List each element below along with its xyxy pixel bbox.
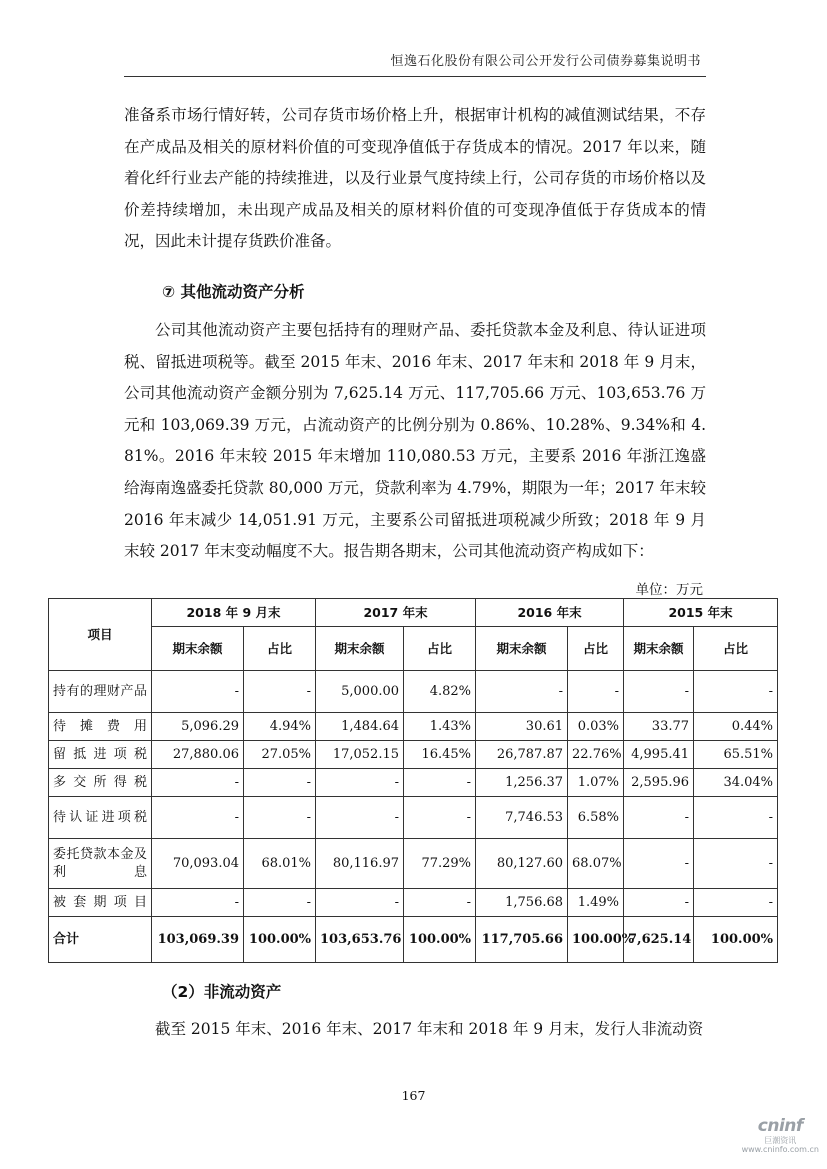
cell-ratio: - — [694, 889, 778, 917]
cell-ratio: 16.45% — [404, 741, 476, 769]
cell-ratio: 1.49% — [568, 889, 624, 917]
section-heading-non-current-assets: （2）非流动资产 — [162, 983, 282, 1001]
cell-balance: - — [624, 797, 694, 839]
header-divider — [124, 76, 706, 77]
cell-ratio: 100.00% — [694, 917, 778, 963]
cell-balance: - — [624, 671, 694, 713]
header-item: 项目 — [49, 599, 152, 671]
logo-subtitle-cn: 巨潮资讯 — [764, 1136, 797, 1145]
cell-balance: - — [152, 769, 244, 797]
table-row — [49, 839, 778, 889]
header-period-2015: 2015 年末 — [624, 599, 778, 627]
logo-subtitle-url: www.cninfo.com.cn — [741, 1145, 819, 1154]
cell-balance: 33.77 — [624, 713, 694, 741]
row-label: 留抵进项税 — [49, 741, 152, 769]
cell-balance: 5,096.29 — [152, 713, 244, 741]
section-heading-other-current-assets: ⑦ 其他流动资产分析 — [162, 283, 305, 301]
cell-balance: - — [316, 769, 404, 797]
cell-balance: 7,625.14 — [624, 917, 694, 963]
cell-ratio: - — [244, 889, 316, 917]
row-label: 待摊费用 — [49, 713, 152, 741]
cell-balance: 30.61 — [476, 713, 568, 741]
subheader-balance: 期末余额 — [152, 627, 244, 671]
cell-balance: 1,256.37 — [476, 769, 568, 797]
cell-balance: - — [152, 671, 244, 713]
cell-ratio: - — [568, 671, 624, 713]
cell-balance: - — [316, 889, 404, 917]
page-header-title: 恒逸石化股份有限公司公开发行公司债券募集说明书 — [390, 54, 701, 69]
paragraph-other-current-assets: 公司其他流动资产主要包括持有的理财产品、委托贷款本金及利息、待认证进项税、留抵进项税等。截至 2015 年末、2016 年末、2017 年末和 2018 年 9 月末，公司其他流动资产金额分别为 7,625.14 万元、117,705.66 万元、103,653.76 万元和 103,069.39 万元，占流动资产的比例分别为 0.86%、10.28%、9.34%和 4.81%。2016 年末较 2015 年末增加 110,080.53 万元，主要系 2016 年浙江逸盛给海南逸盛委托贷款 80,000 万元，贷款利率为 4.79%，期限为一年；2017 年末较 2016 年末减少 14,051.91 万元，主要系公司留抵进项税减少所致；2018 年 9 月末较 2017 年末变动幅度不大。报告期各期末，公司其他流动资产构成如下： — [124, 321, 706, 561]
cell-ratio: - — [694, 797, 778, 839]
table-row — [49, 797, 778, 839]
cell-balance: 5,000.00 — [316, 671, 404, 713]
cell-ratio: 22.76% — [568, 741, 624, 769]
table-total-row — [49, 917, 778, 963]
cell-ratio: 4.82% — [404, 671, 476, 713]
subheader-balance: 期末余额 — [624, 627, 694, 671]
table-row — [49, 769, 778, 797]
cninfo-logo — [742, 1116, 819, 1154]
cell-ratio: - — [244, 671, 316, 713]
cell-balance: 1,756.68 — [476, 889, 568, 917]
cell-balance: 103,653.76 — [316, 917, 404, 963]
cell-balance: 17,052.15 — [316, 741, 404, 769]
row-label: 被套期项目 — [49, 889, 152, 917]
page-number: 167 — [401, 1088, 426, 1103]
other-current-assets-table — [48, 598, 778, 963]
cell-ratio: 68.07% — [568, 839, 624, 889]
header-period-2017: 2017 年末 — [316, 599, 476, 627]
paragraph-inventory: 准备系市场行情好转，公司存货市场价格上升，根据审计机构的减值测试结果，不存在产成品及相关的原材料价值的可变现净值低于存货成本的情况。2017 年以来，随着化纤行业去产能的持续推进，以及行业景气度持续上行，公司存货的市场价格以及价差持续增加，未出现产成品及相关的原材料价值的可变现净值低于存货成本的情况，因此未计提存货跌价准备。 — [124, 106, 706, 251]
cell-ratio: 34.04% — [694, 769, 778, 797]
cell-balance: 103,069.39 — [152, 917, 244, 963]
cell-balance: 1,484.64 — [316, 713, 404, 741]
cell-balance: 70,093.04 — [152, 839, 244, 889]
cell-ratio: 100.00% — [244, 917, 316, 963]
cell-ratio: 65.51% — [694, 741, 778, 769]
cell-ratio: 100.00% — [404, 917, 476, 963]
row-label: 持有的理财产品 — [49, 671, 152, 713]
cell-ratio: 6.58% — [568, 797, 624, 839]
cell-balance: 80,127.60 — [476, 839, 568, 889]
table-row — [49, 889, 778, 917]
cell-ratio: 0.44% — [694, 713, 778, 741]
cell-balance: - — [152, 889, 244, 917]
cell-ratio: 4.94% — [244, 713, 316, 741]
subheader-ratio: 占比 — [568, 627, 624, 671]
unit-label: 单位：万元 — [635, 582, 703, 598]
cell-ratio: - — [694, 671, 778, 713]
cell-balance: - — [476, 671, 568, 713]
cell-ratio: 77.29% — [404, 839, 476, 889]
row-label: 待认证进项税 — [49, 797, 152, 839]
cell-ratio: 100.00% — [568, 917, 624, 963]
cell-balance: - — [152, 797, 244, 839]
cell-ratio: - — [404, 889, 476, 917]
cell-balance: - — [624, 889, 694, 917]
cell-balance: - — [316, 797, 404, 839]
cell-ratio: - — [244, 769, 316, 797]
subheader-ratio: 占比 — [694, 627, 778, 671]
subheader-balance: 期末余额 — [476, 627, 568, 671]
table-row — [49, 671, 778, 713]
cell-ratio: 1.43% — [404, 713, 476, 741]
row-label: 委托贷款本金及利息 — [49, 839, 152, 889]
logo-wordmark: cninf — [757, 1116, 803, 1136]
cell-balance: 117,705.66 — [476, 917, 568, 963]
subheader-balance: 期末余额 — [316, 627, 404, 671]
table-row — [49, 713, 778, 741]
cell-ratio: - — [404, 797, 476, 839]
subheader-ratio: 占比 — [244, 627, 316, 671]
table-row — [49, 741, 778, 769]
cell-ratio: - — [244, 797, 316, 839]
paragraph-non-current-assets: 截至 2015 年末、2016 年末、2017 年末和 2018 年 9 月末，发行人非流动资 — [155, 1020, 704, 1038]
cell-ratio: 0.03% — [568, 713, 624, 741]
cell-ratio: - — [694, 839, 778, 889]
header-period-2018q3: 2018 年 9 月末 — [152, 599, 316, 627]
cell-balance: 7,746.53 — [476, 797, 568, 839]
cell-ratio: 1.07% — [568, 769, 624, 797]
cell-ratio: 27.05% — [244, 741, 316, 769]
cell-balance: 4,995.41 — [624, 741, 694, 769]
cell-ratio: 68.01% — [244, 839, 316, 889]
subheader-ratio: 占比 — [404, 627, 476, 671]
cell-balance: 2,595.96 — [624, 769, 694, 797]
cell-balance: - — [624, 839, 694, 889]
cell-balance: 80,116.97 — [316, 839, 404, 889]
header-period-2016: 2016 年末 — [476, 599, 624, 627]
row-label: 合计 — [49, 917, 152, 963]
row-label: 多交所得税 — [49, 769, 152, 797]
cell-ratio: - — [404, 769, 476, 797]
cell-balance: 26,787.87 — [476, 741, 568, 769]
cell-balance: 27,880.06 — [152, 741, 244, 769]
